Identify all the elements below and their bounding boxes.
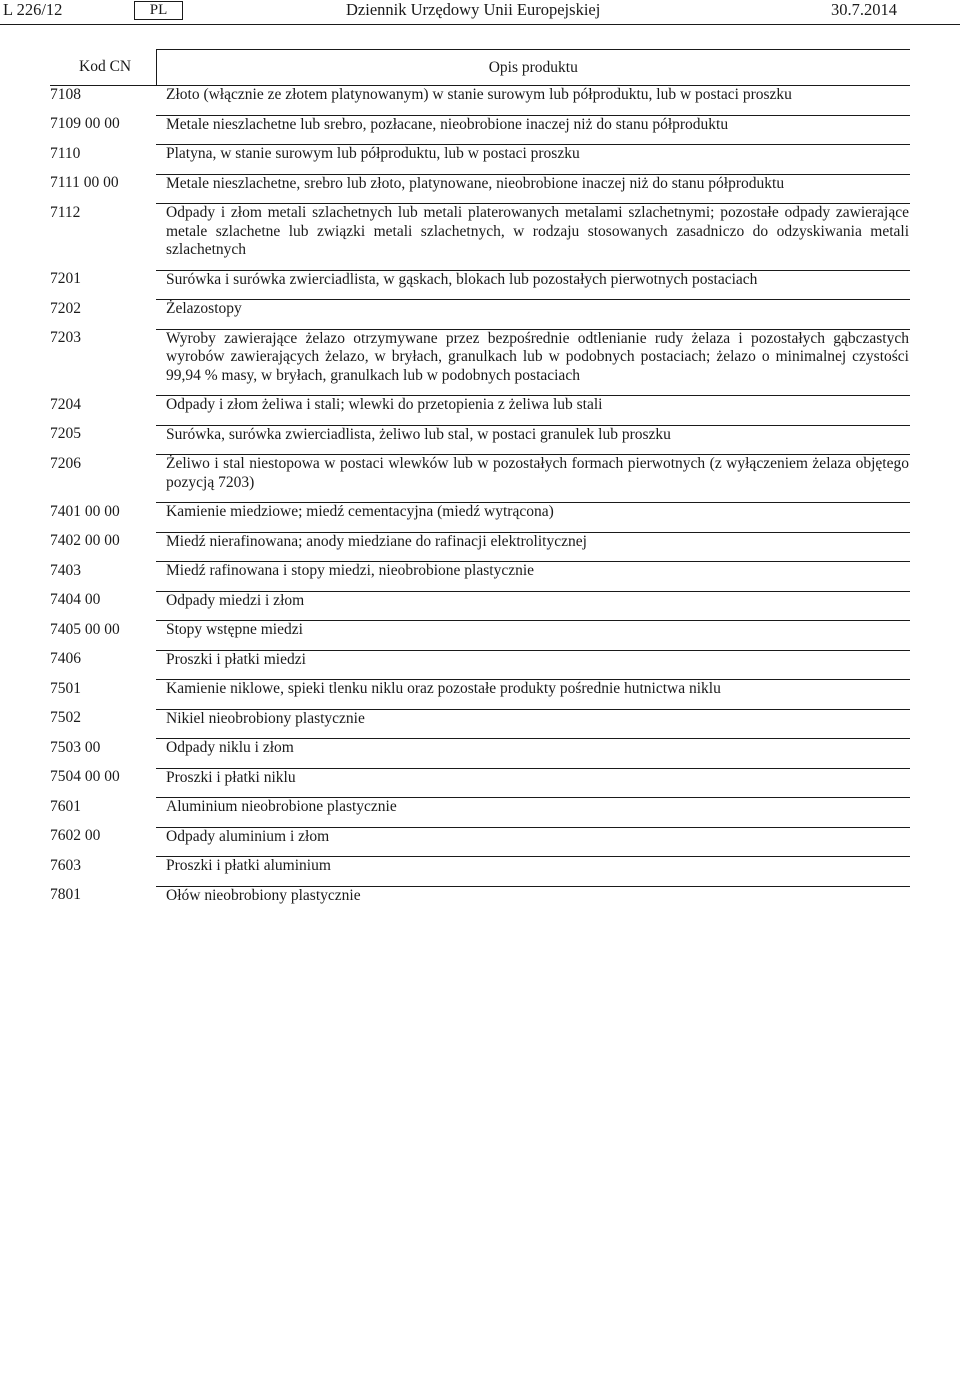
table-row [50,532,910,562]
table-row [50,425,910,455]
cn-code: 7202 [50,299,81,317]
table-row [50,827,910,857]
cn-code: 7206 [50,454,81,472]
journal-reference: L 226/12 [3,0,63,19]
cn-code: 7501 [50,679,81,697]
product-description: Żelazostopy [156,300,910,330]
product-description: Żeliwo i stal niestopowa w postaci wlewków lub w pozostałych formach pierwotnych (z wyłączeniem żelaza objętego pozycją 7203) [156,455,910,503]
publication-date: 30.7.2014 [831,0,897,19]
product-description: Odpady aluminium i złom [156,827,910,857]
product-description: Surówka i surówka zwierciadlista, w gąskach, blokach lub pozostałych pierwotnych postaciach [156,270,910,300]
table-row [50,300,910,330]
cn-code-table [50,49,910,915]
cn-code: 7112 [50,203,81,221]
table-header-row [50,50,910,86]
product-description: Odpady i złom metali szlachetnych lub metali platerowanych metalami szlachetnymi; pozostałe odpady zawierające metale szlachetne lub związki metali szlachetnych, w rodzaju stosowanych zasadniczo do odzyskiwania metali szlachetnych [156,204,910,271]
cn-code: 7111 00 00 [50,174,119,191]
product-description: Kamienie niklowe, spieki tlenku niklu oraz pozostałe produkty pośrednie hutnictwa niklu [156,680,910,710]
table-row [50,396,910,426]
table-row [50,739,910,769]
table-row [50,115,910,145]
table-row [50,886,910,915]
product-description: Złoto (włącznie ze złotem platynowanym) w stanie surowym lub półproduktu, lub w postaci proszku [156,86,910,116]
product-description: Proszki i płatki miedzi [156,650,910,680]
product-description: Odpady niklu i złom [156,739,910,769]
header-rule [0,24,960,25]
cn-code: 7204 [50,395,81,413]
product-description: Stopy wstępne miedzi [156,621,910,651]
product-description: Kamienie miedziowe; miedź cementacyjna (miedź wytrącona) [156,503,910,533]
table-row [50,680,910,710]
cn-code: 7406 [50,650,81,667]
table-row [50,591,910,621]
table-row [50,145,910,175]
product-description: Metale nieszlachetne, srebro lub złoto, platynowane, nieobrobione inaczej niż do stanu półproduktu [156,174,910,204]
table-row [50,650,910,680]
cn-code: 7402 00 00 [50,532,120,549]
product-description: Odpady i złom żeliwa i stali; wlewki do przetopienia z żeliwa lub stali [156,396,910,426]
product-description: Ołów nieobrobiony plastycznie [166,886,361,904]
table-row [50,174,910,204]
table-row [50,270,910,300]
table-body [50,86,910,916]
product-description: Wyroby zawierające żelazo otrzymywane przez bezpośrednie odtlenianie rudy żelaza i pozostałych gąbczastych wyrobów zawierających żelazo, w bryłach, granulkach lub w podobnych postaciach; żelazo o minimalnej czystości 99,94 % masy, w bryłach, granulkach lub w podobnych postaciach [156,329,910,396]
language-badge: PL [134,1,183,20]
cn-code: 7502 [50,709,81,726]
column-header-code: Kod CN [50,50,156,86]
product-description: Proszki i płatki aluminium [156,857,910,887]
table-row [50,798,910,828]
table-row [50,329,910,396]
cn-code: 7503 00 [50,738,101,756]
cn-code: 7403 [50,561,81,579]
table-row [50,768,910,798]
cn-code: 7404 00 [50,591,101,608]
product-description: Metale nieszlachetne lub srebro, pozłacane, nieobrobione inaczej niż do stanu półproduktu [156,115,910,145]
product-description: Nikiel nieobrobiony plastycznie [156,709,910,739]
cn-code: 7602 00 [50,827,101,844]
table-row [50,204,910,271]
table-row [50,562,910,592]
cn-code: 7405 00 00 [50,620,120,638]
page-header [0,0,960,24]
table-row [50,621,910,651]
cn-code: 7205 [50,425,81,442]
cn-code: 7201 [50,270,81,287]
product-description: Aluminium nieobrobione plastycznie [156,798,910,828]
cn-code: 7110 [50,144,81,162]
cn-code: 7801 [50,886,81,903]
journal-title: Dziennik Urzędowy Unii Europejskiej [346,0,601,19]
column-header-description: Opis produktu [156,50,910,86]
table-row [50,455,910,503]
table-row [50,86,910,116]
cn-code: 7601 [50,797,81,815]
cn-code: 7504 00 00 [50,768,120,785]
cn-code: 7603 [50,856,81,874]
product-description: Odpady miedzi i złom [156,591,910,621]
table-row [50,709,910,739]
cn-code: 7401 00 00 [50,502,120,520]
table-row [50,503,910,533]
product-description: Proszki i płatki niklu [156,768,910,798]
table-row [50,857,910,887]
cn-code: 7109 00 00 [50,115,120,132]
product-description: Surówka, surówka zwierciadlista, żeliwo lub stal, w postaci granulek lub proszku [156,425,910,455]
product-description: Miedź nierafinowana; anody miedziane do rafinacji elektrolitycznej [156,532,910,562]
product-description: Miedź rafinowana i stopy miedzi, nieobrobione plastycznie [156,562,910,592]
product-description: Platyna, w stanie surowym lub półproduktu, lub w postaci proszku [156,145,910,175]
cn-code: 7108 [50,86,81,103]
cn-code: 7203 [50,329,81,346]
